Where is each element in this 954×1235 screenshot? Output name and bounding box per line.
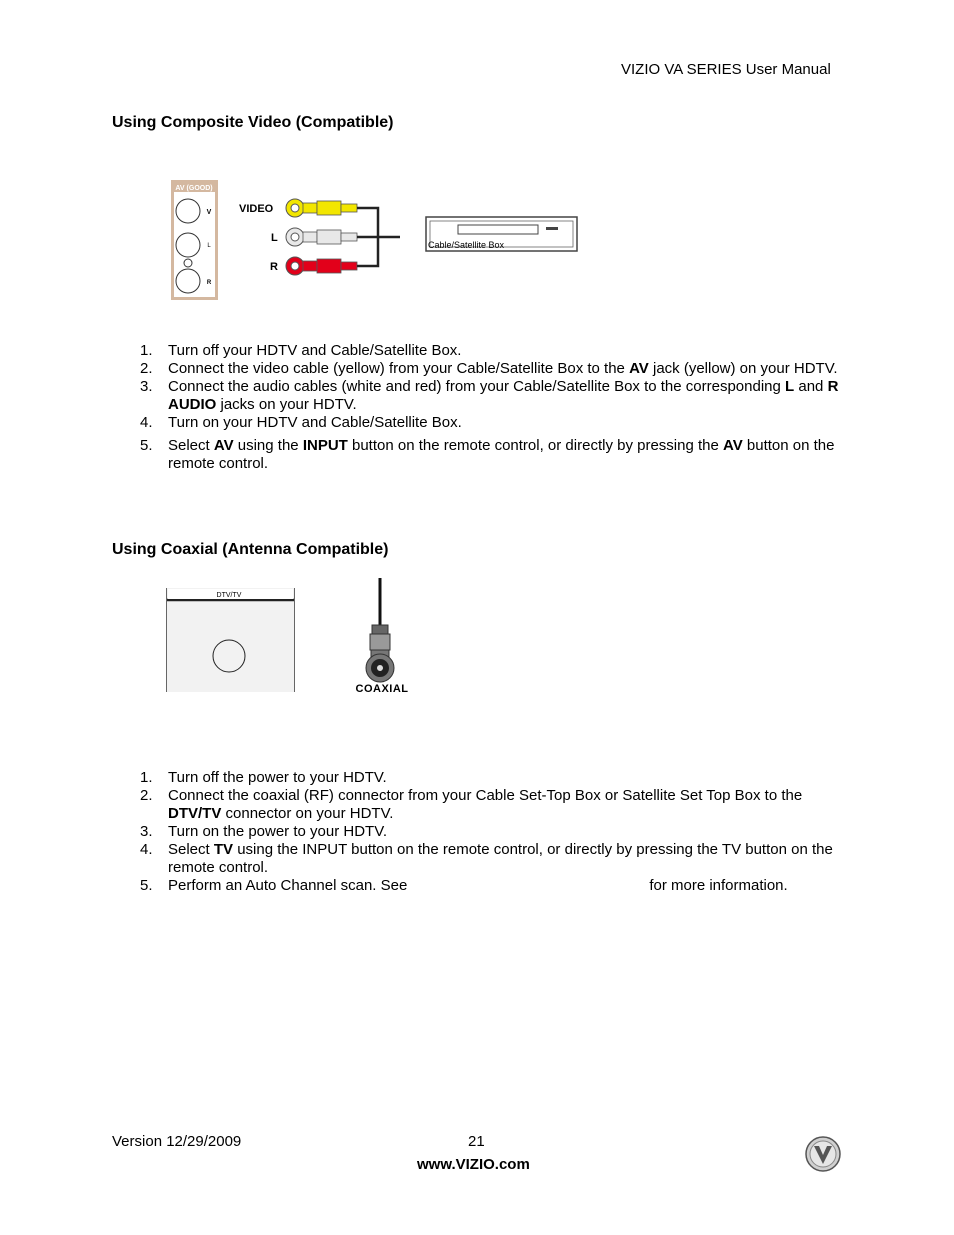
step-text-bold: R AUDIO	[168, 378, 839, 413]
step-number: 2.	[140, 360, 153, 377]
cable-satellite-box	[426, 217, 577, 251]
coaxial-label: COAXIAL	[355, 683, 409, 695]
list-item	[112, 769, 847, 787]
step-text-bold: AV	[629, 360, 649, 377]
list-item	[112, 360, 847, 378]
coaxial-connector	[356, 578, 409, 695]
dtv-tv-panel	[167, 588, 294, 692]
version-text: Version 12/29/2009	[112, 1133, 242, 1150]
r-label: R	[270, 261, 278, 273]
av-panel-label: AV (GOOD)	[175, 185, 213, 192]
list-item	[112, 841, 847, 877]
vizio-logo	[804, 1135, 842, 1173]
list-item	[112, 342, 847, 360]
step-text: button on the remote control, or directly by pressing the	[347, 437, 724, 454]
step-text-bold: TV	[213, 841, 234, 858]
step-text: and	[794, 378, 828, 395]
cable-bundle	[357, 208, 400, 266]
step-number: 3.	[140, 823, 153, 840]
right-audio-plug	[286, 257, 357, 275]
left-audio-plug	[286, 228, 357, 246]
step-text: jacks on your HDTV.	[216, 396, 357, 413]
av-video-jack	[176, 199, 200, 223]
coaxial-connection-diagram	[160, 575, 430, 700]
website-link[interactable]: www.VIZIO.com	[417, 1156, 530, 1173]
video-plug	[286, 199, 357, 217]
av-left-jack	[176, 233, 200, 257]
page-number: 21	[468, 1133, 485, 1150]
av-right-jack	[176, 269, 200, 293]
step-text: using the	[233, 437, 303, 454]
step-text: Connect the video cable (yellow) from your Cable/Satellite Box to the	[168, 360, 630, 377]
svg-text:R: R	[206, 280, 212, 286]
step-text: Perform an Auto Channel scan. See	[168, 877, 408, 894]
step-text: jack (yellow) on your HDTV.	[648, 360, 838, 377]
list-item	[112, 378, 847, 414]
section-heading-coaxial: Using Coaxial (Antenna Compatible)	[112, 541, 389, 558]
step-text: Turn off your HDTV and Cable/Satellite Box.	[168, 342, 462, 359]
svg-text:L: L	[207, 243, 211, 249]
cable-box-label: Cable/Satellite Box	[428, 240, 505, 250]
list-item	[112, 787, 847, 823]
l-label: L	[271, 232, 278, 244]
document-header: VIZIO VA SERIES User Manual	[621, 61, 831, 78]
step-text: Turn on the power to your HDTV.	[168, 823, 387, 840]
composite-connection-diagram	[160, 175, 590, 307]
step-text-bold: L	[785, 378, 795, 395]
dtv-tv-label: DTV/TV	[216, 592, 242, 599]
list-item	[112, 437, 847, 473]
step-text: Select	[168, 841, 214, 858]
step-text: button on the remote control.	[168, 437, 835, 472]
step-number: 5.	[140, 437, 153, 454]
step-number: 5.	[140, 877, 153, 894]
step-number: 3.	[140, 378, 153, 395]
list-item	[112, 877, 847, 895]
step-number: 2.	[140, 787, 153, 804]
video-label: VIDEO	[239, 203, 274, 215]
step-text-bold: INPUT	[302, 437, 348, 454]
step-text: using the INPUT button on the remote control, or directly by pressing the TV button on the remote control.	[168, 841, 833, 876]
composite-steps-list	[112, 342, 847, 473]
step-number: 4.	[140, 841, 153, 858]
list-item	[112, 823, 847, 841]
step-text-bold: DTV/TV	[168, 805, 222, 822]
step-text-bold: AV	[213, 437, 234, 454]
step-text: for more information.	[649, 877, 788, 894]
coaxial-steps-list	[112, 769, 847, 895]
step-text: Turn off the power to your HDTV.	[168, 769, 387, 786]
svg-text:V: V	[206, 209, 212, 216]
step-text: Connect the coaxial (RF) connector from your Cable Set-Top Box or Satellite Set Top Box to the	[168, 787, 803, 804]
section-heading-composite: Using Composite Video (Compatible)	[112, 114, 394, 131]
step-text: Turn on your HDTV and Cable/Satellite Box.	[168, 414, 462, 431]
step-text: connector on your HDTV.	[221, 805, 394, 822]
step-number: 1.	[140, 769, 153, 786]
step-text-bold: AV	[723, 437, 743, 454]
step-number: 1.	[140, 342, 153, 359]
list-item	[112, 414, 847, 432]
step-text: Select	[168, 437, 214, 454]
step-text: Connect the audio cables (white and red) from your Cable/Satellite Box to the corresponding	[168, 378, 786, 395]
step-number: 4.	[140, 414, 153, 431]
